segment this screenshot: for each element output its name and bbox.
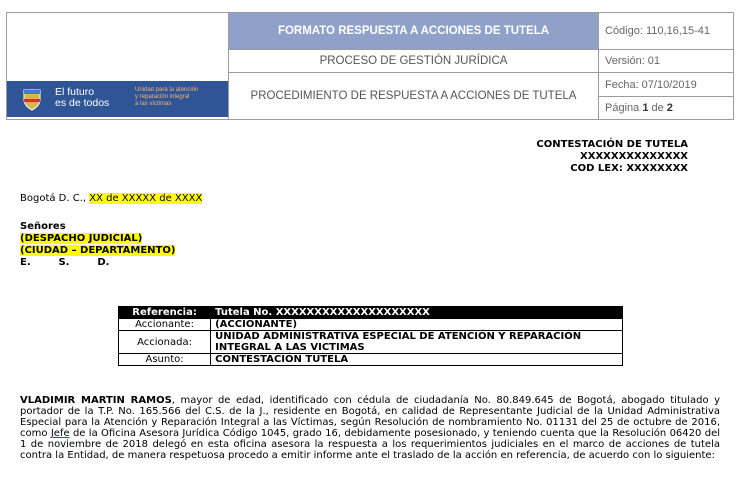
reference-key: Referencia: [119, 307, 211, 319]
logo-slogan: El futuro es de todos [55, 86, 110, 109]
form-version: Versión: 01 [599, 50, 734, 73]
form-code: Código: 110,16,15-41 [599, 13, 734, 50]
addressee-salutation: Señores [20, 221, 66, 232]
form-date: Fecha: 07/10/2019 [599, 73, 734, 96]
document-header [6, 12, 734, 120]
asunto-key: Asunto: [119, 354, 211, 366]
representative-name: VLADIMIR MARTIN RAMOS [20, 395, 172, 406]
addressee-esd: E. S. D. [20, 257, 110, 268]
jefe-word: Jefe [50, 428, 70, 439]
asunto-value: CONTESTACIÓN TUTELA [211, 354, 623, 366]
addressee-city: (CIUDAD – DEPARTAMENTO) [20, 245, 176, 256]
date-placeholder: XX de XXXXX de XXXX [89, 193, 203, 204]
body-paragraph: VLADIMIR MARTIN RAMOS, mayor de edad, identificado con cédula de ciudadanía No. 80.849.645 de Bogotá, abogado titulado y portador de la T.P. No. 165.566 del C.S. de la J., residente en Bogotá, en calidad de Representante Judicial de la Unidad Administrativa Especial para la Atención y Reparación Integral a las Víctimas, según Resolución de nombramiento No. 01131 del 25 de octubre de 2016, como Jefe de la Oficina Asesora Jurídica Código 1045, grado 16, debidamente posesionado, y teniendo cuenta que la Resolución 06420 del 1 de noviembre de 2018 delegó en esta oficina asesora la respuesta a los requerimientos judiciales en el marco de acciones de tutela contra la Entidad, de manera respetuosa procedo a emitir informe ante el traslado de la acción en referencia, de acuerdo con lo siguiente: [20, 395, 720, 461]
procedure-name: PROCEDIMIENTO DE RESPUESTA A ACCIONES DE TUTELA [229, 73, 599, 120]
unidad-logo-text: Unidad para la atención y reparación integral a las víctimas [135, 87, 199, 107]
logo-cell [7, 13, 229, 120]
logo-banner [7, 81, 228, 117]
addressee-court: (DESPACHO JUDICIAL) [20, 233, 143, 244]
accionada-key: Accionada: [119, 331, 211, 354]
page-number: Página 1 de 2 [599, 96, 734, 119]
coat-of-arms-icon [19, 86, 45, 112]
accionante-value: (ACCIONANTE) [211, 319, 623, 331]
form-title: FORMATO RESPUESTA A ACCIONES DE TUTELA [229, 13, 599, 50]
accionante-key: Accionante: [119, 319, 211, 331]
process-name: PROCESO DE GESTIÓN JURÍDICA [229, 50, 599, 73]
accionada-value: UNIDAD ADMINISTRATIVA ESPECIAL DE ATENCIÓN Y REPARACIÓN INTEGRAL A LAS VICTIMAS [211, 331, 623, 354]
city-date-line: Bogotá D. C., XX de XXXXX de XXXX [20, 193, 203, 204]
reference-table [118, 306, 623, 366]
reference-value: Tutela No. XXXXXXXXXXXXXXXXXXXX [211, 307, 623, 319]
response-identifier: CONTESTACIÓN DE TUTELA XXXXXXXXXXXXXX COD LEX: XXXXXXXX [536, 139, 688, 174]
